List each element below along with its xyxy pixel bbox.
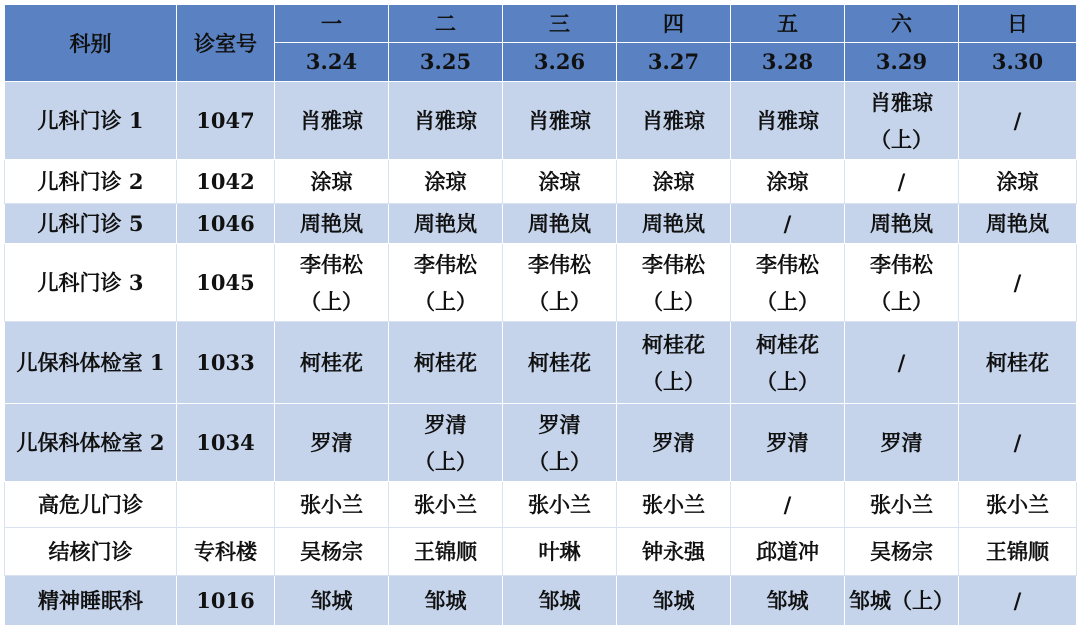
doctor-cell (845, 404, 959, 482)
header-weekday: 日 (959, 5, 1077, 43)
doctor-name: 肖雅琼 (414, 108, 477, 133)
header-room: 诊室号 (177, 5, 275, 82)
doctor-name: 涂琼 (996, 169, 1039, 194)
shift-note: （上） (642, 368, 705, 394)
doctor-cell (389, 82, 503, 160)
table-row (5, 244, 1077, 322)
doctor-cell (959, 404, 1077, 482)
doctor-cell (503, 576, 617, 626)
doctor-name: 涂琼 (310, 169, 353, 194)
doctor-cell (389, 204, 503, 244)
doctor-cell (845, 322, 959, 404)
doctor-name: 王锦顺 (414, 539, 477, 564)
doctor-name: / (1013, 430, 1022, 455)
header-date: 3.25 (389, 43, 503, 82)
doctor-name: 涂琼 (652, 169, 695, 194)
doctor-name: 肖雅琼 (528, 108, 591, 133)
doctor-cell (731, 244, 845, 322)
doctor-name: 吴杨宗 (300, 539, 363, 564)
doctor-name: 罗清 (310, 430, 353, 455)
table-body (5, 82, 1077, 626)
doctor-cell (275, 82, 389, 160)
doctor-name: 涂琼 (538, 169, 581, 194)
doctor-cell (503, 160, 617, 204)
doctor-cell (275, 244, 389, 322)
doctor-cell (731, 322, 845, 404)
doctor-name: 肖雅琼 (756, 108, 819, 133)
room-cell (177, 482, 275, 528)
doctor-cell (617, 82, 731, 160)
doctor-cell (731, 404, 845, 482)
room-cell: 专科楼 (177, 528, 275, 576)
table-row (5, 160, 1077, 204)
doctor-name: 涂琼 (424, 169, 467, 194)
table-row (5, 576, 1077, 626)
doctor-cell (959, 82, 1077, 160)
doctor-cell (389, 576, 503, 626)
room-cell: 1042 (177, 160, 275, 204)
schedule-table (4, 4, 1077, 626)
doctor-cell (845, 244, 959, 322)
room-cell: 1045 (177, 244, 275, 322)
doctor-cell (959, 244, 1077, 322)
doctor-name: 柯桂花 (300, 350, 363, 375)
room-cell: 1046 (177, 204, 275, 244)
dept-cell: 儿科门诊 1 (5, 82, 177, 160)
room-cell: 1034 (177, 404, 275, 482)
doctor-cell (275, 204, 389, 244)
doctor-name: 柯桂花 (414, 350, 477, 375)
doctor-name: 肖雅琼 (870, 89, 933, 115)
header-date: 3.28 (731, 43, 845, 82)
header-date: 3.24 (275, 43, 389, 82)
shift-note: （上） (528, 288, 591, 314)
doctor-cell (959, 160, 1077, 204)
doctor-name: 肖雅琼 (300, 108, 363, 133)
dept-cell: 儿科门诊 5 (5, 204, 177, 244)
room-cell: 1016 (177, 576, 275, 626)
header-date: 3.26 (503, 43, 617, 82)
doctor-name: 张小兰 (300, 492, 363, 517)
table-header (5, 5, 1077, 82)
dept-cell: 儿保科体检室 1 (5, 322, 177, 404)
doctor-cell (275, 160, 389, 204)
shift-note: （上） (414, 288, 477, 314)
doctor-cell (389, 528, 503, 576)
doctor-cell (275, 322, 389, 404)
header-weekday: 三 (503, 5, 617, 43)
dept-cell: 儿科门诊 3 (5, 244, 177, 322)
doctor-cell (275, 482, 389, 528)
shift-note: （上） (756, 288, 819, 314)
doctor-cell (731, 204, 845, 244)
doctor-cell (389, 244, 503, 322)
doctor-cell (617, 204, 731, 244)
doctor-name: / (1013, 270, 1022, 295)
doctor-name: 周艳岚 (870, 211, 933, 236)
doctor-cell (503, 482, 617, 528)
header-weekday: 四 (617, 5, 731, 43)
header-weekday: 六 (845, 5, 959, 43)
doctor-name: 罗清 (538, 411, 581, 437)
doctor-name: 周艳岚 (414, 211, 477, 236)
doctor-cell (503, 82, 617, 160)
doctor-name: 李伟松 (756, 251, 819, 277)
doctor-name: 张小兰 (528, 492, 591, 517)
doctor-cell (959, 576, 1077, 626)
shift-note: （上） (756, 368, 819, 394)
doctor-name: 邹城 (652, 588, 695, 613)
shift-note: （上） (528, 448, 591, 474)
doctor-name: 邹城 (766, 588, 809, 613)
doctor-name: 邹城 (424, 588, 467, 613)
doctor-name: 柯桂花 (986, 350, 1049, 375)
doctor-name: 李伟松 (642, 251, 705, 277)
doctor-cell (503, 528, 617, 576)
dept-cell: 精神睡眠科 (5, 576, 177, 626)
doctor-cell (503, 404, 617, 482)
header-date: 3.30 (959, 43, 1077, 82)
header-weekday: 一 (275, 5, 389, 43)
doctor-cell (617, 160, 731, 204)
doctor-name: 张小兰 (642, 492, 705, 517)
header-dept: 科别 (5, 5, 177, 82)
dept-cell: 高危儿门诊 (5, 482, 177, 528)
shift-note: （上） (870, 288, 933, 314)
doctor-name: 罗清 (424, 411, 467, 437)
header-row-weekdays (5, 5, 1077, 43)
doctor-cell (389, 404, 503, 482)
header-weekday: 五 (731, 5, 845, 43)
table-row (5, 204, 1077, 244)
doctor-cell (731, 528, 845, 576)
doctor-name: 邹城（上） (849, 588, 954, 613)
doctor-cell (617, 576, 731, 626)
doctor-name: 周艳岚 (528, 211, 591, 236)
doctor-name: 李伟松 (414, 251, 477, 277)
doctor-name: 周艳岚 (986, 211, 1049, 236)
doctor-name: 周艳岚 (300, 211, 363, 236)
doctor-cell (389, 160, 503, 204)
doctor-cell (731, 160, 845, 204)
table-row (5, 528, 1077, 576)
doctor-cell (617, 244, 731, 322)
doctor-name: / (783, 211, 792, 236)
dept-cell: 儿科门诊 2 (5, 160, 177, 204)
header-date: 3.27 (617, 43, 731, 82)
doctor-name: 柯桂花 (642, 331, 705, 357)
doctor-name: 王锦顺 (986, 539, 1049, 564)
doctor-name: 张小兰 (870, 492, 933, 517)
dept-cell: 儿保科体检室 2 (5, 404, 177, 482)
shift-note: （上） (414, 448, 477, 474)
doctor-cell (503, 204, 617, 244)
doctor-name: 钟永强 (642, 539, 705, 564)
table-row (5, 482, 1077, 528)
doctor-name: 周艳岚 (642, 211, 705, 236)
doctor-cell (959, 322, 1077, 404)
doctor-cell (503, 244, 617, 322)
doctor-cell (845, 528, 959, 576)
table-row (5, 322, 1077, 404)
doctor-name: 罗清 (652, 430, 695, 455)
doctor-cell (617, 528, 731, 576)
shift-note: （上） (870, 126, 933, 152)
doctor-name: / (1013, 588, 1022, 613)
doctor-cell (845, 576, 959, 626)
room-cell: 1047 (177, 82, 275, 160)
doctor-cell (959, 204, 1077, 244)
doctor-cell (617, 404, 731, 482)
doctor-cell (617, 322, 731, 404)
doctor-name: 吴杨宗 (870, 539, 933, 564)
doctor-cell (731, 82, 845, 160)
doctor-name: 罗清 (880, 430, 923, 455)
doctor-cell (275, 404, 389, 482)
doctor-name: 邱道冲 (756, 539, 819, 564)
doctor-name: / (897, 169, 906, 194)
room-cell: 1033 (177, 322, 275, 404)
doctor-name: 李伟松 (300, 251, 363, 277)
doctor-cell (389, 322, 503, 404)
doctor-name: 李伟松 (870, 251, 933, 277)
doctor-name: 邹城 (310, 588, 353, 613)
doctor-cell (731, 482, 845, 528)
shift-note: （上） (300, 288, 363, 314)
doctor-name: / (783, 492, 792, 517)
doctor-cell (275, 576, 389, 626)
doctor-name: 张小兰 (414, 492, 477, 517)
dept-cell: 结核门诊 (5, 528, 177, 576)
table-row (5, 404, 1077, 482)
doctor-cell (617, 482, 731, 528)
doctor-name: 罗清 (766, 430, 809, 455)
doctor-cell (959, 482, 1077, 528)
doctor-name: / (1013, 108, 1022, 133)
doctor-name: 柯桂花 (756, 331, 819, 357)
doctor-name: 邹城 (538, 588, 581, 613)
doctor-cell (503, 322, 617, 404)
shift-note: （上） (642, 288, 705, 314)
doctor-cell (389, 482, 503, 528)
header-date: 3.29 (845, 43, 959, 82)
doctor-name: / (897, 350, 906, 375)
doctor-name: 李伟松 (528, 251, 591, 277)
doctor-name: 叶琳 (538, 539, 581, 564)
doctor-cell (845, 204, 959, 244)
doctor-name: 涂琼 (766, 169, 809, 194)
table-row (5, 82, 1077, 160)
doctor-cell (845, 160, 959, 204)
doctor-name: 张小兰 (986, 492, 1049, 517)
doctor-cell (959, 528, 1077, 576)
doctor-name: 肖雅琼 (642, 108, 705, 133)
doctor-cell (731, 576, 845, 626)
header-weekday: 二 (389, 5, 503, 43)
doctor-cell (275, 528, 389, 576)
doctor-cell (845, 82, 959, 160)
doctor-name: 柯桂花 (528, 350, 591, 375)
doctor-cell (845, 482, 959, 528)
